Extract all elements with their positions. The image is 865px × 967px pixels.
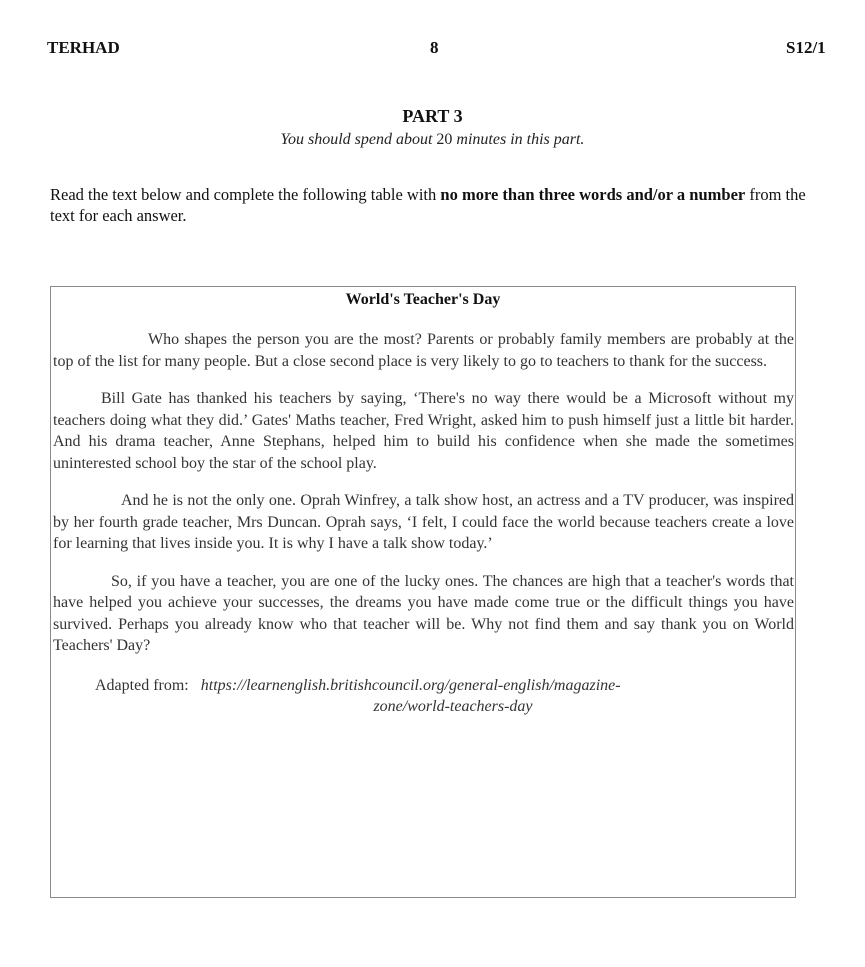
- article-paragraph-4: So, if you have a teacher, you are one of the lucky ones. The chances are high that a teacher's words that have helped you achieve your successes, the dreams you have made come true or the difficult things you have survived. Perhaps you already know who that teacher will be. Why not find them and say thank you on World Teachers' Day?: [53, 572, 794, 654]
- article-paragraph-3: And he is not the only one. Oprah Winfrey, a talk show host, an actress and a TV producer, was inspired by her fourth grade teacher, Mrs Duncan. Oprah says, ‘I felt, I could face the world because teachers create a love for learning that lives inside you. It is why I have a talk show today.’: [53, 492, 794, 552]
- instructions-text-1: Read the text below and complete the following table with: [50, 185, 441, 204]
- article-box: [50, 286, 796, 898]
- source-line-2: [51, 696, 795, 717]
- instructions: [50, 184, 810, 226]
- source-url-part-1: https://learnenglish.britishcouncil.org/general-english/magazine-: [200, 676, 621, 694]
- paper-code: S12/1: [786, 38, 826, 57]
- instructions-text-2: from the text for each answer.: [50, 185, 806, 225]
- source-label: Adapted from:: [95, 676, 189, 694]
- part-subtitle-text-1: You should spend about: [280, 131, 433, 148]
- source-url-part-2: zone/world-teachers-day: [373, 697, 533, 715]
- page-number: 8: [430, 38, 439, 57]
- article-paragraph-2: Bill Gate has thanked his teachers by saying, ‘There's no way there would be a Microsoft without my teachers doing what they did.’ Gates' Maths teacher, Fred Wright, asked him to push himself just a little bit harder. And his drama teacher, Anne Stephans, helped him to build his confidence when she made the sometimes uninterested school boy the star of the school play.: [53, 390, 794, 472]
- part-subtitle-minutes: 20: [432, 131, 457, 148]
- header-left-label: TERHAD: [47, 38, 120, 57]
- article-source: [51, 675, 795, 717]
- article-title: World's Teacher's Day: [345, 291, 501, 308]
- article-paragraph-1: Who shapes the person you are the most? Parents or probably family members are probably at the top of the list for many people. But a close second place is very likely to go to teachers to thank for the success.: [53, 331, 794, 370]
- part-subtitle: [0, 131, 865, 149]
- part-subtitle-text-2: minutes in this part.: [456, 131, 585, 148]
- source-line-1: [51, 675, 795, 696]
- instructions-bold: no more than three words and/or a number: [440, 185, 746, 204]
- part-title: PART 3: [402, 106, 463, 126]
